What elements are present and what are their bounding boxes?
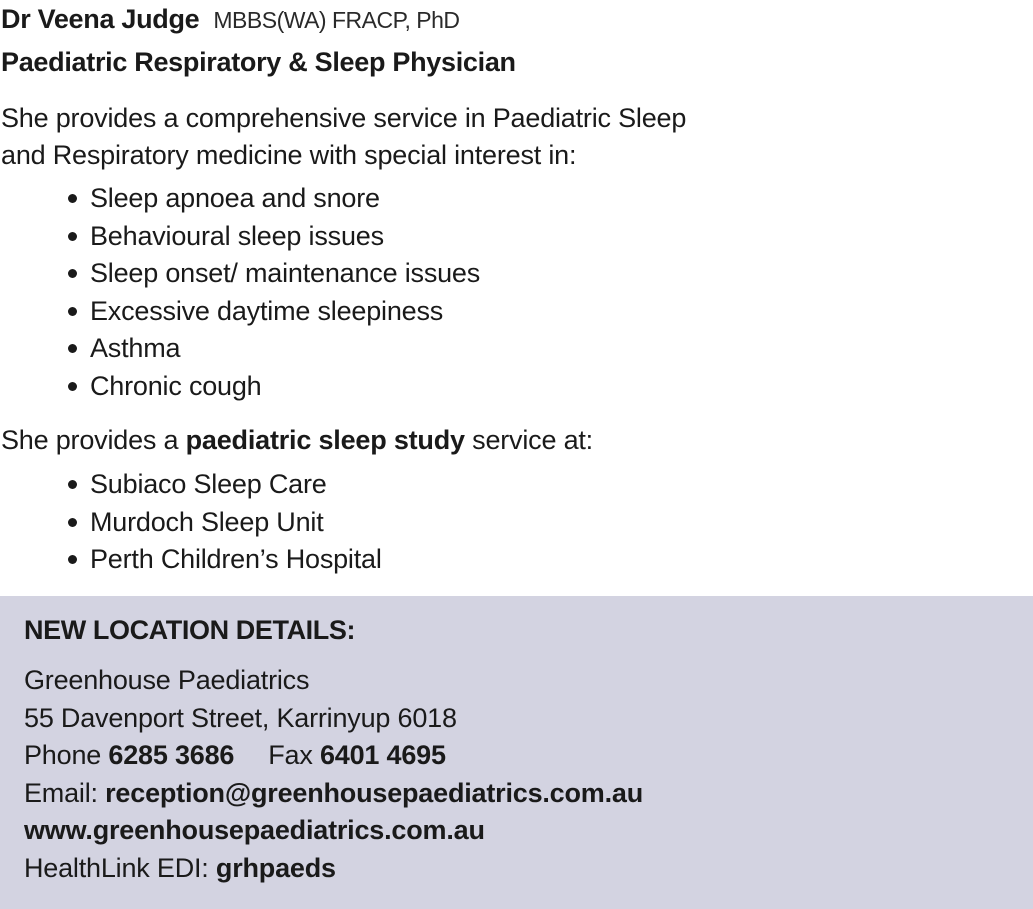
contact-numbers	[24, 737, 643, 775]
study-prefix: She provides a	[1, 425, 186, 455]
site-label: Perth Children’s Hospital	[90, 544, 382, 574]
phone-label: Phone	[24, 740, 109, 770]
name-line	[1, 2, 460, 37]
site-label: Murdoch Sleep Unit	[90, 506, 324, 537]
site-label: Subiaco Sleep Care	[90, 469, 327, 499]
intro-line: and Respiratory medicine with special interest in:	[1, 140, 577, 170]
list-item	[66, 541, 382, 579]
website-line	[24, 812, 643, 850]
email-link[interactable]: reception@greenhousepaediatrics.com.au	[105, 777, 644, 808]
healthlink-id: grhpaeds	[215, 852, 336, 883]
bullet-icon	[68, 518, 77, 527]
healthlink-label: HealthLink EDI:	[24, 852, 216, 883]
list-item	[66, 255, 480, 293]
list-item	[66, 293, 480, 331]
bullet-icon	[68, 344, 77, 353]
bullet-icon	[68, 480, 77, 489]
study-suffix: service at:	[464, 425, 593, 455]
fax-label: Fax	[268, 740, 320, 770]
list-item	[66, 330, 480, 368]
interest-label: Behavioural sleep issues	[90, 220, 384, 251]
list-item	[66, 218, 480, 256]
list-item	[66, 504, 382, 542]
phone-number[interactable]: 6285 3686	[108, 740, 235, 770]
interest-label: Asthma	[90, 333, 181, 363]
fax-number: 6401 4695	[319, 740, 446, 770]
bullet-icon	[68, 555, 77, 564]
list-item	[66, 368, 480, 406]
interest-label: Excessive daytime sleepiness	[90, 295, 444, 326]
list-item	[66, 466, 382, 504]
practice-name: Greenhouse Paediatrics	[24, 665, 310, 695]
location-panel	[0, 596, 1033, 909]
interest-label: Sleep apnoea and snore	[90, 183, 380, 213]
interest-label: Chronic cough	[90, 370, 262, 401]
bullet-icon	[68, 232, 77, 241]
bullet-icon	[68, 382, 77, 391]
email-line	[24, 775, 643, 813]
doctor-name: Dr Veena Judge	[1, 4, 200, 34]
study-highlight: paediatric sleep study	[185, 425, 465, 455]
sites-list	[66, 466, 382, 579]
bullet-icon	[68, 194, 77, 203]
website-link[interactable]: www.greenhousepaediatrics.com.au	[24, 815, 485, 845]
address: 55 Davenport Street, Karrinyup 6018	[24, 702, 457, 733]
location-details	[24, 662, 643, 887]
doctor-qualifications: MBBS(WA) FRACP, PhD	[213, 7, 460, 33]
interest-label: Sleep onset/ maintenance issues	[90, 258, 481, 288]
intro-line: She provides a comprehensive service in Paediatric Sleep	[1, 103, 687, 133]
healthlink-line	[24, 850, 643, 888]
sleep-study-line	[1, 422, 593, 459]
doctor-role: Paediatric Respiratory & Sleep Physician	[1, 47, 516, 77]
intro-paragraph	[1, 100, 686, 174]
location-heading: NEW LOCATION DETAILS:	[24, 615, 356, 645]
list-item	[66, 180, 480, 218]
interests-list	[66, 180, 480, 405]
email-label: Email:	[24, 777, 106, 808]
bullet-icon	[68, 269, 77, 278]
bullet-icon	[68, 307, 77, 316]
